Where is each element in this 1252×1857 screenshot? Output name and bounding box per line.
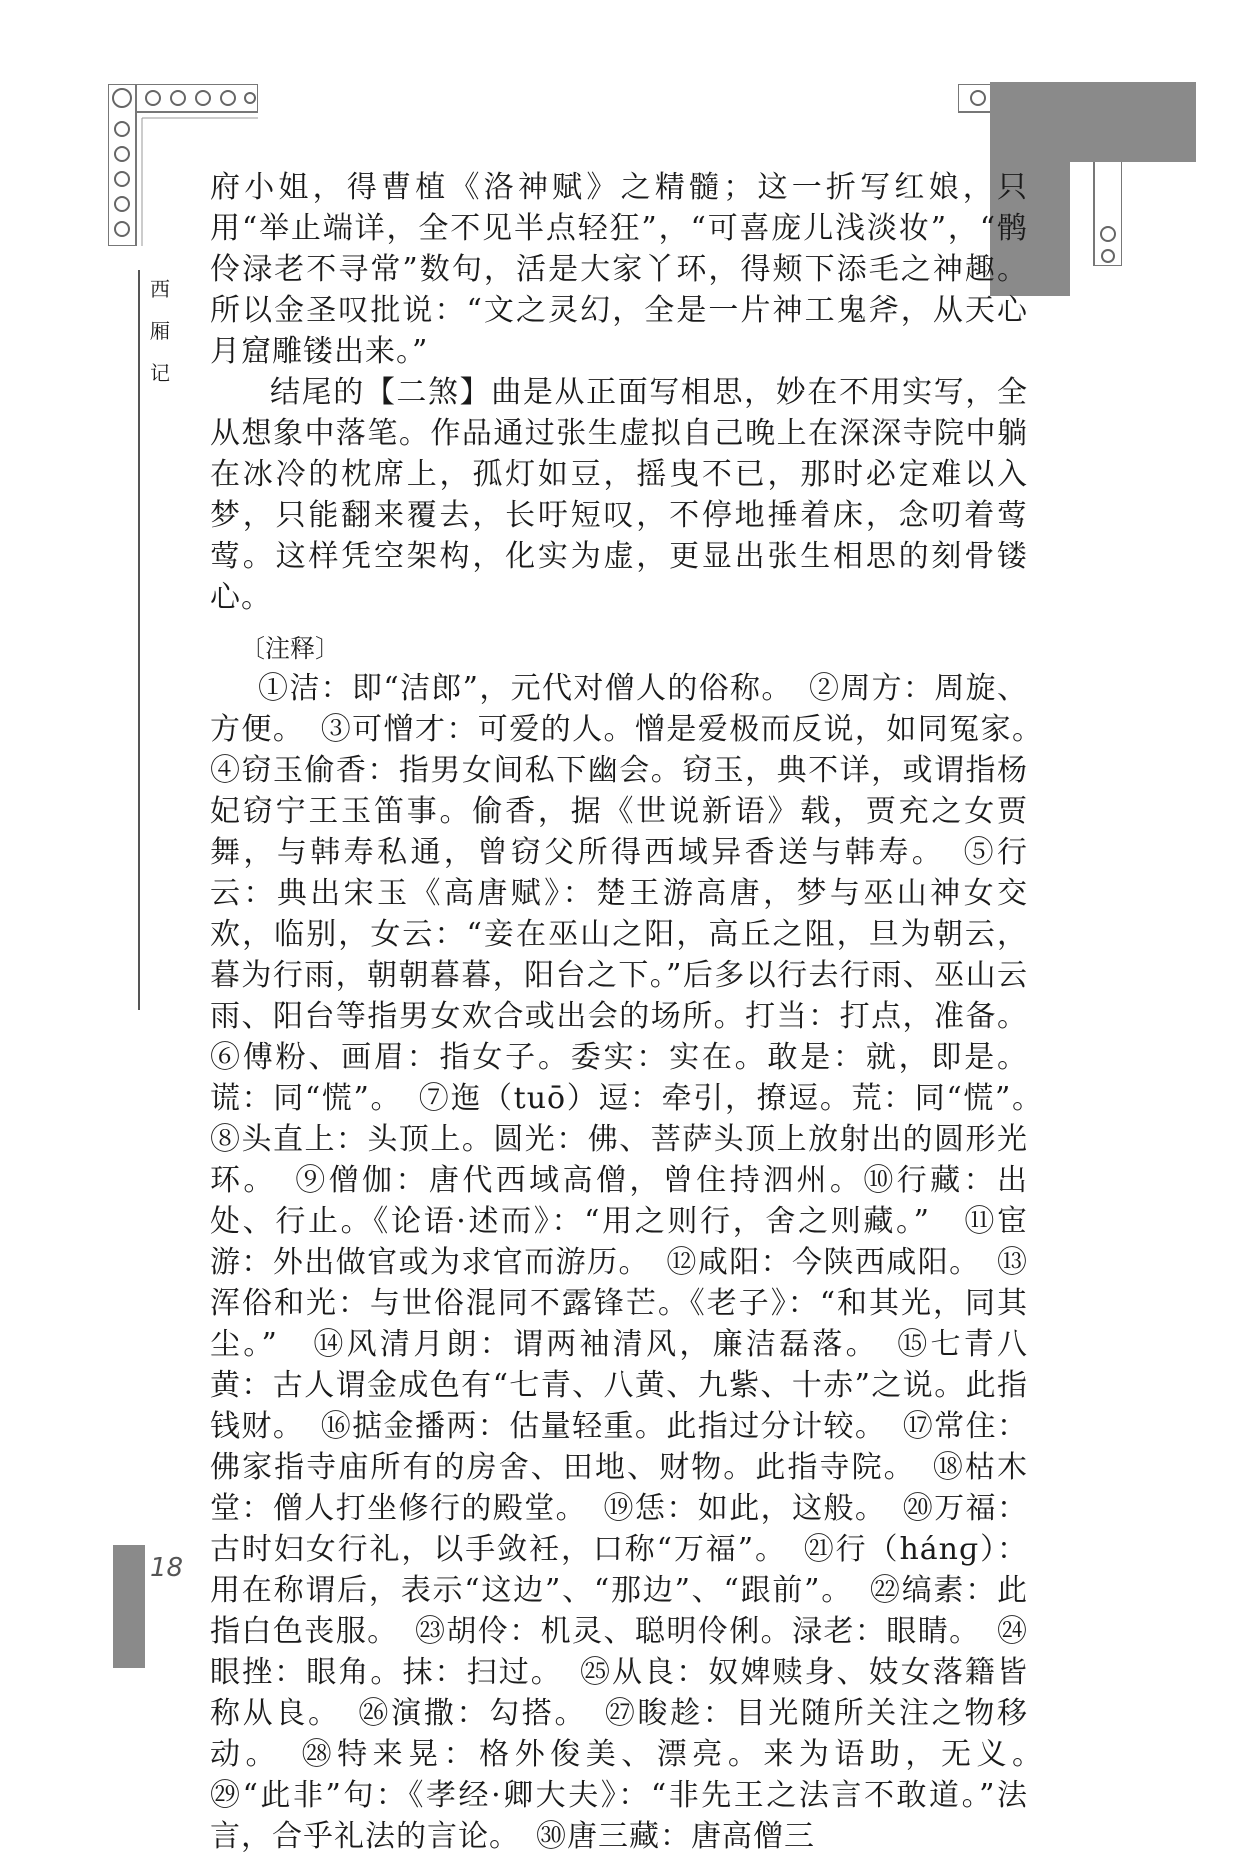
notes-text: ①洁：即“洁郎”，元代对僧人的俗称。 ②周方：周旋、方便。 ③可憎才：可爱的人。憎是爱极而反说，如同冤家。 ④窃玉偷香：指男女间私下幽会。窃玉，典不详，或谓指杨妃窃宁王玉笛事。偷香，据《世说新语》载，贾充之女贾舞，与韩寿私通，曾窃父所得西域异香送与韩寿。 ⑤行云：典出宋玉《高唐赋》：楚王游高唐，梦与巫山神女交欢，临别，女云：“妾在巫山之阳，高丘之阻，旦为朝云，暮为行雨，朝朝暮暮，阳台之下。”后多以行去行雨、巫山云雨、阳台等指男女欢合或出会的场所。打当：打点，准备。⑥傅粉、画眉：指女子。委实：实在。敢是：就，即是。谎：同“慌”。 ⑦迤（tuō）逗：牵引，撩逗。荒：同“慌”。 ⑧头直上：头顶上。圆光：佛、菩萨头顶上放射出的圆形光环。 ⑨僧伽：唐代西域高僧，曾住持泗州。⑩行藏：出处、行止。《论语·述而》：“用之则行，舍之则藏。” ⑪宦游：外出做官或为求官而游历。 ⑫咸阳：今陕西咸阳。 ⑬浑俗和光：与世俗混同不露锋芒。《老子》：“和其光，同其尘。” ⑭风清月朗：谓两袖清风，廉洁磊落。 ⑮七青八黄：古人谓金成色有“七青、八黄、九紫、十赤”之说。此指钱财。 ⑯掂金播两：估量轻重。此指过分计较。 ⑰常住：佛家指寺庙所有的房舍、田地、财物。此指寺院。 ⑱枯木堂：僧人打坐修行的殿堂。 ⑲恁：如此，这般。 ⑳万福：古时妇女行礼，以手敛衽，口称“万福”。 ㉑行（hánɡ）：用在称谓后，表示“这边”、“那边”、“跟前”。 ㉒缟素：此指白色丧服。 ㉓胡伶：机灵、聪明伶俐。渌老：眼睛。 ㉔眼挫：眼角。抹：扫过。 ㉕从良：奴婢赎身、妓女落籍皆称从良。 ㉖演撒：勾搭。 ㉗睃趁：目光随所关注之物移动。 ㉘特来晃：格外俊美、漂亮。来为语助，无义。 ㉙“此非”句：《孝经·卿大夫》：“非先王之法言不敢道。”法言，合乎礼法的言论。 ㉚唐三藏：唐高僧三 bbox=[210, 671, 1059, 1854]
notes-heading: 〔注释〕 bbox=[240, 634, 341, 663]
page-number-bar bbox=[113, 1545, 145, 1668]
running-head-char: 西 bbox=[150, 277, 170, 301]
running-head bbox=[148, 268, 172, 394]
running-head-char: 厢 bbox=[150, 319, 170, 343]
main-text bbox=[210, 167, 1059, 1857]
running-head-char: 记 bbox=[150, 361, 170, 385]
page-number: 18 bbox=[150, 1553, 184, 1583]
body-paragraph: 结尾的【二煞】曲是从正面写相思，妙在不用实写，全从想象中落笔。作品通过张生虚拟自己晚上在深深寺院中躺在冰冷的枕席上，孤灯如豆，摇曳不已，那时必定难以入梦，只能翻来覆去，长吁短叹，不停地捶着床，念叨着莺莺。这样凭空架构，化实为虚，更显出张生相思的刻骨镂心。 bbox=[210, 375, 1028, 615]
side-rule bbox=[138, 270, 140, 1010]
body-paragraph: 府小姐，得曹植《洛神赋》之精髓；这一折写红娘，只用“举止端详，全不见半点轻狂”，“可喜庞儿浅淡妆”，“鹘伶渌老不寻常”数句，活是大家丫环，得颊下添毛之神趣。所以金圣叹批说：“文之灵幻，全是一片神工鬼斧，从天心月窟雕镂出来。” bbox=[210, 170, 1028, 369]
